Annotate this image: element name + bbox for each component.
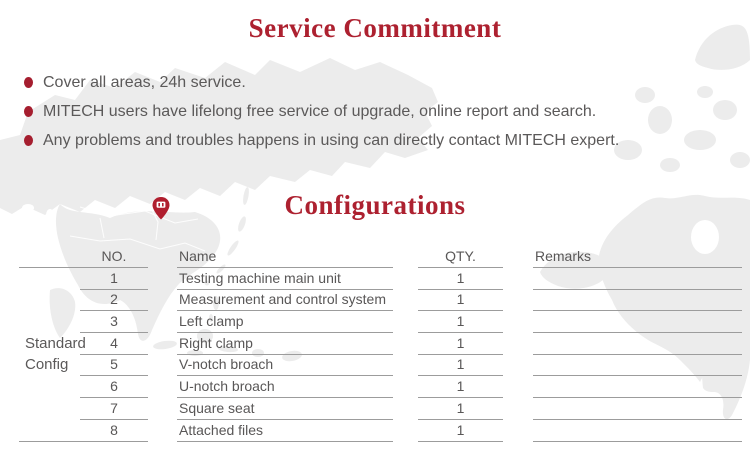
group-label-line1: Standard — [25, 335, 86, 353]
row-no: 1 — [80, 268, 148, 290]
table-row — [19, 420, 742, 442]
table-body — [19, 268, 742, 442]
row-remarks — [533, 420, 742, 442]
row-qty: 1 — [418, 333, 503, 355]
row-remarks — [533, 333, 742, 355]
bullet-dot-icon — [24, 106, 33, 117]
row-qty: 1 — [418, 398, 503, 420]
row-name: V-notch broach — [177, 355, 393, 377]
row-qty: 1 — [418, 311, 503, 333]
table-row — [19, 355, 742, 377]
header-remarks: Remarks — [533, 246, 742, 268]
standard-config-group-label — [19, 268, 86, 442]
service-bullet-2-text: MITECH users have lifelong free service of upgrade, online report and search. — [43, 102, 597, 120]
table-row — [19, 290, 742, 312]
row-remarks — [533, 290, 742, 312]
table-row — [19, 398, 742, 420]
row-name: Measurement and control system — [177, 290, 393, 312]
row-qty: 1 — [418, 290, 503, 312]
header-no: NO. — [80, 246, 148, 268]
table-row — [19, 333, 742, 355]
map-pin-icon — [152, 197, 170, 220]
service-bullet-1-text: Cover all areas, 24h service. — [43, 73, 246, 91]
row-name: Attached files — [177, 420, 393, 442]
row-remarks — [533, 398, 742, 420]
row-name: Testing machine main unit — [177, 268, 393, 290]
row-qty: 1 — [418, 268, 503, 290]
service-bullet-list — [24, 74, 619, 161]
table-header-row — [19, 246, 742, 268]
row-remarks — [533, 376, 742, 398]
table-row — [19, 376, 742, 398]
service-bullet-2 — [24, 103, 619, 120]
bullet-dot-icon — [24, 77, 33, 88]
row-no: 6 — [80, 376, 148, 398]
service-bullet-3 — [24, 132, 619, 149]
table-row — [19, 311, 742, 333]
service-bullet-1 — [24, 74, 619, 91]
row-qty: 1 — [418, 420, 503, 442]
row-name: Left clamp — [177, 311, 393, 333]
row-remarks — [533, 355, 742, 377]
row-no: 7 — [80, 398, 148, 420]
row-no: 8 — [80, 420, 148, 442]
row-no: 5 — [80, 355, 148, 377]
row-qty: 1 — [418, 376, 503, 398]
header-name: Name — [177, 246, 393, 268]
row-remarks — [533, 311, 742, 333]
service-commitment-title: Service Commitment — [248, 13, 502, 43]
row-qty: 1 — [418, 355, 503, 377]
row-no: 4 — [80, 333, 148, 355]
service-bullet-3-text: Any problems and troubles happens in using can directly contact MITECH expert. — [43, 131, 620, 149]
configurations-table — [19, 246, 742, 442]
configurations-title: Configurations — [284, 190, 466, 220]
row-name: Right clamp — [177, 333, 393, 355]
row-name: U-notch broach — [177, 376, 393, 398]
header-group-cell — [19, 246, 80, 268]
row-no: 3 — [80, 311, 148, 333]
header-qty: QTY. — [418, 246, 503, 268]
row-remarks — [533, 268, 742, 290]
row-no: 2 — [80, 290, 148, 312]
group-label-line2: Config — [25, 356, 69, 374]
row-name: Square seat — [177, 398, 393, 420]
table-row — [19, 268, 742, 290]
bullet-dot-icon — [24, 135, 33, 146]
